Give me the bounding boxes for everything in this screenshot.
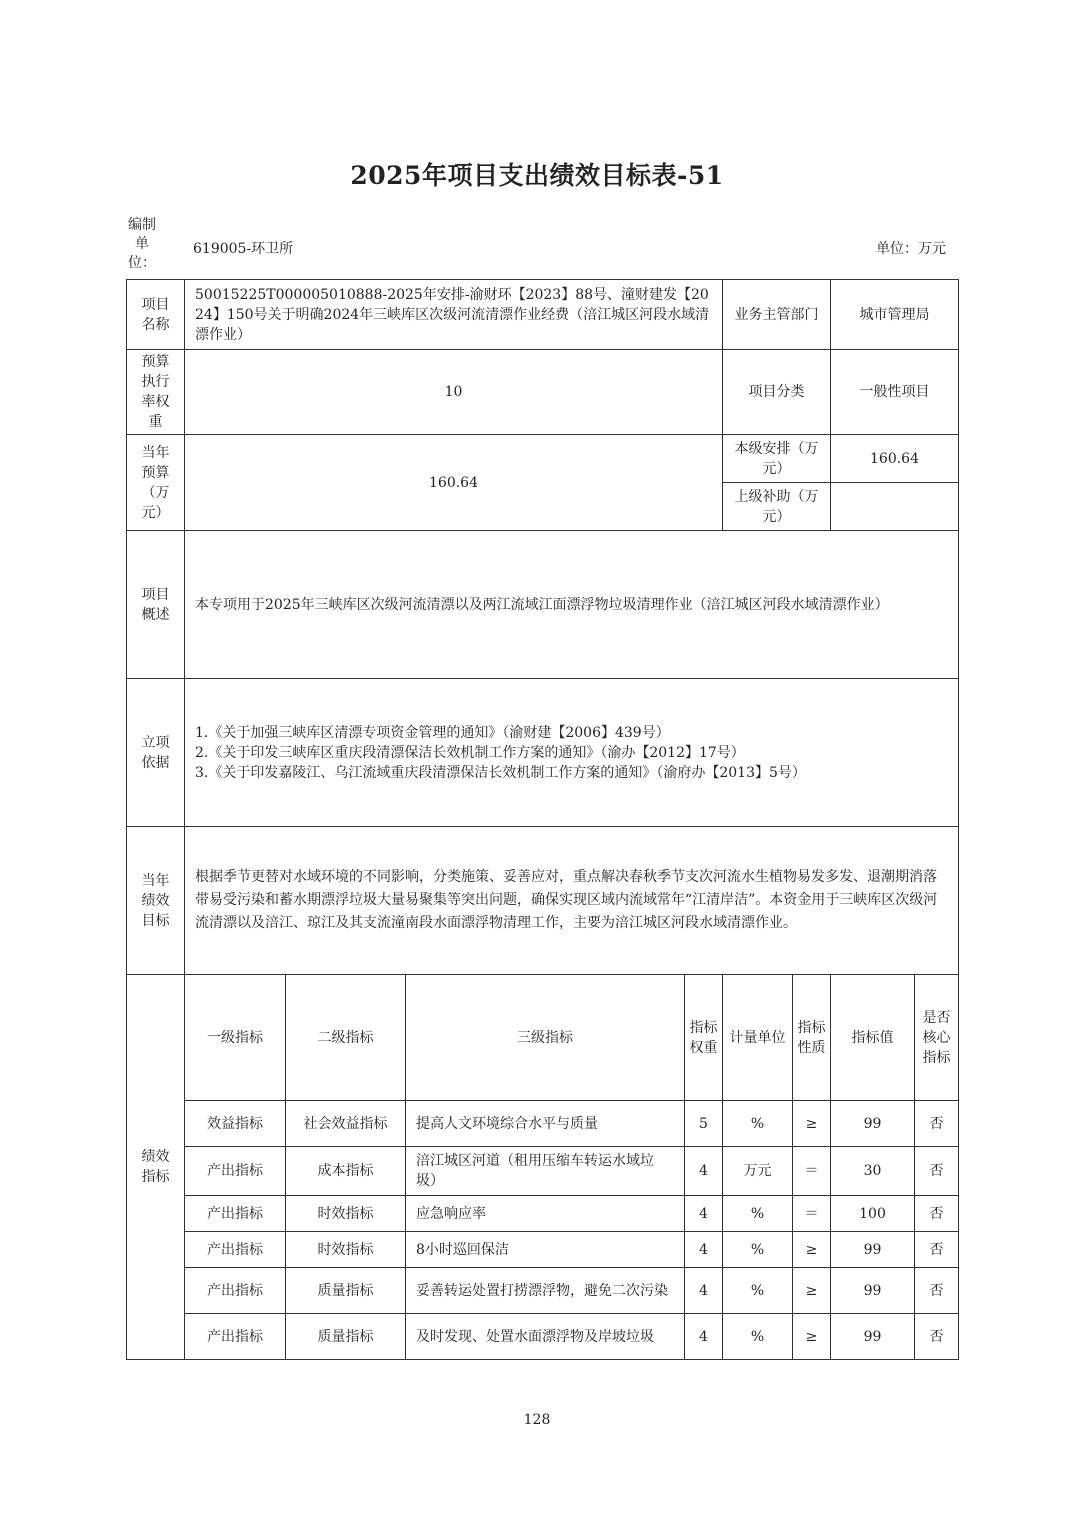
header-weight: 指标权重 xyxy=(685,975,723,1101)
table-row xyxy=(127,1268,959,1314)
cell-core: 否 xyxy=(915,1196,959,1232)
cell-weight: 4 xyxy=(685,1196,723,1232)
cell-level2: 质量指标 xyxy=(286,1314,406,1360)
cell-nature: ≥ xyxy=(793,1232,831,1268)
budget-weight-label: 预算执行率权重 xyxy=(127,350,185,435)
cell-level3: 妥善转运处置打捞漂浮物，避免二次污染 xyxy=(406,1268,685,1314)
table-row xyxy=(127,1196,959,1232)
cell-value: 99 xyxy=(831,1232,915,1268)
dept-label: 业务主管部门 xyxy=(723,280,831,350)
annual-budget-label: 当年预算（万元） xyxy=(127,435,185,531)
header-unit: 计量单位 xyxy=(723,975,793,1101)
cell-unit: % xyxy=(723,1232,793,1268)
cell-level2: 成本指标 xyxy=(286,1147,406,1196)
cell-unit: % xyxy=(723,1268,793,1314)
annual-budget-value: 160.64 xyxy=(185,435,723,531)
upper-subsidy-label: 上级补助（万元） xyxy=(723,483,831,531)
cell-unit: 万元 xyxy=(723,1147,793,1196)
header-nature: 指标性质 xyxy=(793,975,831,1101)
header-level1: 一级指标 xyxy=(185,975,286,1101)
cell-nature: ＝ xyxy=(793,1196,831,1232)
cell-weight: 4 xyxy=(685,1232,723,1268)
project-name-label: 项目名称 xyxy=(127,280,185,350)
cell-value: 100 xyxy=(831,1196,915,1232)
cell-level3: 及时发现、处置水面漂浮物及岸坡垃圾 xyxy=(406,1314,685,1360)
org-label: 编制单位： xyxy=(128,217,156,271)
basis-list xyxy=(185,679,959,827)
goal-label: 当年绩效目标 xyxy=(127,827,185,975)
category-label: 项目分类 xyxy=(723,350,831,435)
indicators-label: 绩效指标 xyxy=(127,975,185,1360)
local-funding-label: 本级安排（万元） xyxy=(723,435,831,483)
cell-level3: 提高人文环境综合水平与质量 xyxy=(406,1101,685,1147)
budget-weight-value: 10 xyxy=(185,350,723,435)
performance-table xyxy=(126,279,959,1360)
cell-level3: 应急响应率 xyxy=(406,1196,685,1232)
header-level2: 二级指标 xyxy=(286,975,406,1101)
cell-weight: 4 xyxy=(685,1314,723,1360)
cell-level2: 时效指标 xyxy=(286,1232,406,1268)
local-funding-value: 160.64 xyxy=(831,435,959,483)
cell-value: 30 xyxy=(831,1147,915,1196)
cell-level3: 8小时巡回保洁 xyxy=(406,1232,685,1268)
cell-level2: 时效指标 xyxy=(286,1196,406,1232)
table-row xyxy=(127,1232,959,1268)
cell-core: 否 xyxy=(915,1314,959,1360)
cell-level1: 产出指标 xyxy=(185,1232,286,1268)
cell-level1: 产出指标 xyxy=(185,1196,286,1232)
cell-value: 99 xyxy=(831,1101,915,1147)
cell-level3: 涪江城区河道（租用压缩车转运水域垃圾） xyxy=(406,1147,685,1196)
cell-unit: % xyxy=(723,1101,793,1147)
table-row xyxy=(127,1147,959,1196)
basis-item: 3.《关于印发嘉陵江、乌江流域重庆段清漂保洁长效机制工作方案的通知》（渝府办【2013】5号） xyxy=(195,764,806,781)
org-value: 619005-环卫所 xyxy=(193,241,294,257)
cell-core: 否 xyxy=(915,1232,959,1268)
cell-nature: ≥ xyxy=(793,1268,831,1314)
page-title: 2025年项目支出绩效目标表-51 xyxy=(350,161,724,190)
cell-core: 否 xyxy=(915,1268,959,1314)
overview-text: 本专项用于2025年三峡库区次级河流清漂以及两江流域江面漂浮物垃圾清理作业（涪江城区河段水域清漂作业） xyxy=(185,531,959,679)
table-row xyxy=(127,1101,959,1147)
basis-item: 1.《关于加强三峡库区清漂专项资金管理的通知》（渝财建【2006】439号） xyxy=(195,724,670,741)
unit-label: 单位：万元 xyxy=(876,241,946,257)
table-row xyxy=(127,1314,959,1360)
cell-level1: 效益指标 xyxy=(185,1101,286,1147)
category-value: 一般性项目 xyxy=(831,350,959,435)
page-number: 128 xyxy=(523,1412,551,1428)
project-name-value: 50015225T000005010888-2025年安排-渝财环【2023】88号、潼财建发【2024】150号关于明确2024年三峡库区次级河流清漂作业经费（涪江城区河段水域清漂作业） xyxy=(185,280,723,350)
cell-unit: % xyxy=(723,1196,793,1232)
cell-value: 99 xyxy=(831,1268,915,1314)
dept-value: 城市管理局 xyxy=(831,280,959,350)
cell-core: 否 xyxy=(915,1101,959,1147)
cell-nature: ≥ xyxy=(793,1101,831,1147)
goal-text: 根据季节更替对水域环境的不同影响，分类施策、妥善应对，重点解决春秋季节支次河流水生植物易发多发、退潮期消落带易受污染和蓄水期漂浮垃圾大量易聚集等突出问题，确保实现区域内流域常年“江清岸洁”。本资金用于三峡库区次级河流清漂以及涪江、琼江及其支流潼南段水面漂浮物清理工作，主要为涪江城区河段水域清漂作业。 xyxy=(185,827,959,975)
cell-weight: 5 xyxy=(685,1101,723,1147)
basis-item: 2.《关于印发三峡库区重庆段清漂保洁长效机制工作方案的通知》（渝办【2012】17号） xyxy=(195,744,745,761)
cell-unit: % xyxy=(723,1314,793,1360)
basis-label: 立项依据 xyxy=(127,679,185,827)
cell-weight: 4 xyxy=(685,1268,723,1314)
cell-level2: 质量指标 xyxy=(286,1268,406,1314)
cell-level1: 产出指标 xyxy=(185,1147,286,1196)
cell-value: 99 xyxy=(831,1314,915,1360)
overview-label: 项目概述 xyxy=(127,531,185,679)
header-level3: 三级指标 xyxy=(406,975,685,1101)
cell-nature: ≥ xyxy=(793,1314,831,1360)
cell-core: 否 xyxy=(915,1147,959,1196)
upper-subsidy-value xyxy=(831,483,959,531)
cell-level1: 产出指标 xyxy=(185,1314,286,1360)
cell-weight: 4 xyxy=(685,1147,723,1196)
cell-level1: 产出指标 xyxy=(185,1268,286,1314)
header-value: 指标值 xyxy=(831,975,915,1101)
cell-nature: ＝ xyxy=(793,1147,831,1196)
cell-level2: 社会效益指标 xyxy=(286,1101,406,1147)
header-core: 是否核心指标 xyxy=(915,975,959,1101)
